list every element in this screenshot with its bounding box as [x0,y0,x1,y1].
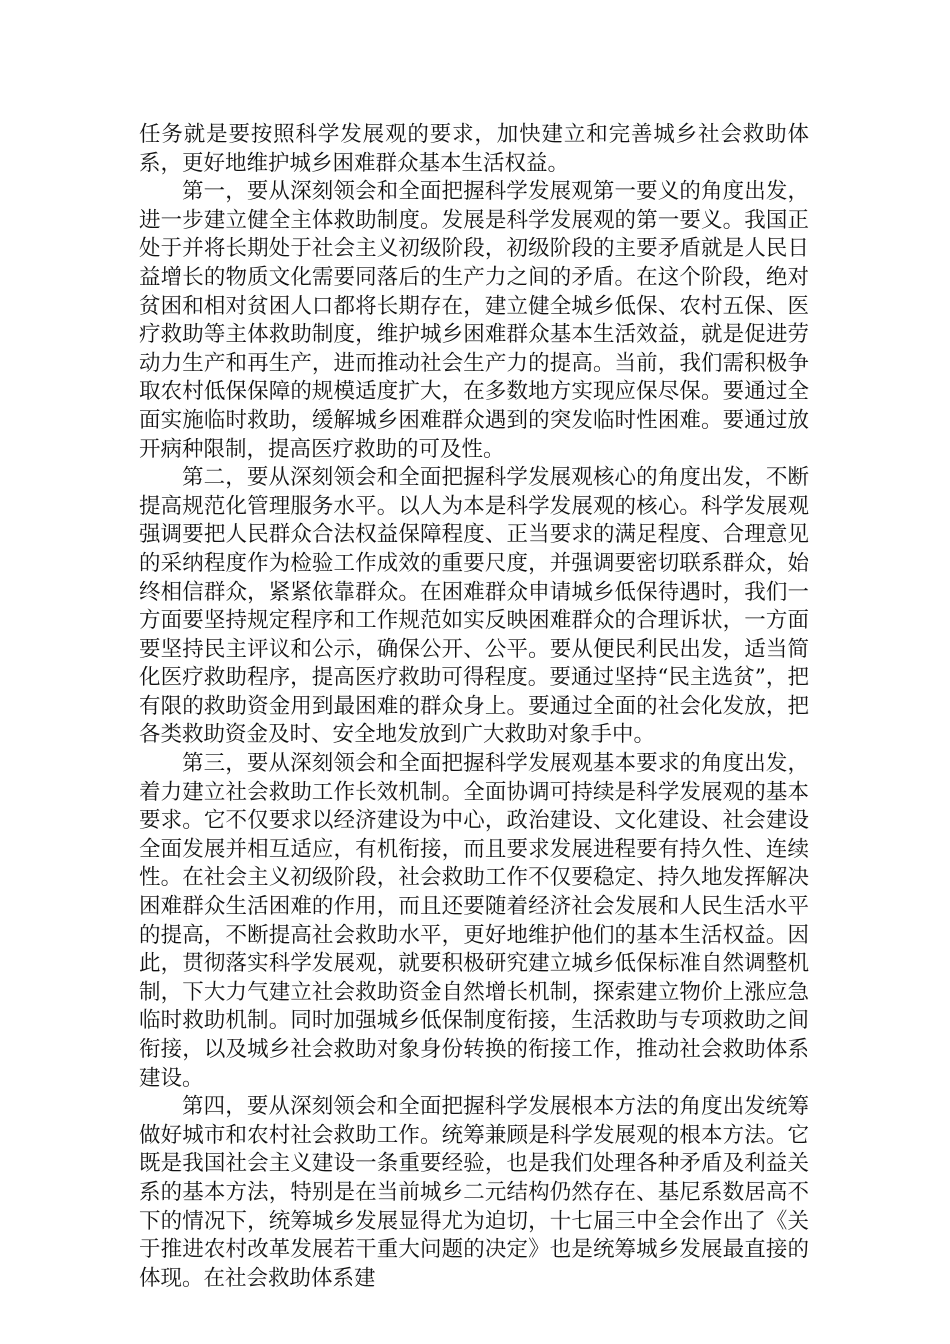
document-page [139,121,809,1293]
paragraph-1: 任务就是要按照科学发展观的要求，加快建立和完善城乡社会救助体系，更好地维护城乡困难群众基本生活权益。 [139,122,809,176]
paragraph-3: 第二，要从深刻领会和全面把握科学发展观核心的角度出发，不断提高规范化管理服务水平。以人为本是科学发展观的核心。科学发展观强调要把人民群众合法权益保障程度、正当要求的满足程度、合理意见的采纳程度作为检验工作成效的重要尺度，并强调要密切联系群众，始终相信群众，紧紧依靠群众。在困难群众申请城乡低保待遇时，我们一方面要坚持规定程序和工作规范如实反映困难群众的合理诉状，一方面要坚持民主评议和公示，确保公开、公平。要从便民利民出发，适当简化医疗救助程序，提高医疗救助可得程度。要通过坚持“民主选贫”，把有限的救助资金用到最困难的群众身上。要通过全面的社会化发放，把各类救助资金及时、安全地发放到广大救助对象手中。 [139,465,809,748]
paragraph-5: 第四，要从深刻领会和全面把握科学发展根本方法的角度出发统筹做好城市和农村社会救助工作。统筹兼顾是科学发展观的根本方法。它既是我国社会主义建设一条重要经验，也是我们处理各种矛盾及利益关系的基本方法，特别是在当前城乡二元结构仍然存在、基尼系数居高不下的情况下，统筹城乡发展显得尤为迫切，十七届三中全会作出了《关于推进农村改革发展若干重大问题的决定》也是统筹城乡发展最直接的体现。在社会救助体系建 [139,1094,809,1291]
paragraph-4: 第三，要从深刻领会和全面把握科学发展观基本要求的角度出发，着力建立社会救助工作长效机制。全面协调可持续是科学发展观的基本要求。它不仅要求以经济建设为中心，政治建设、文化建设、社会建设全面发展并相互适应，有机衔接，而且要求发展进程要有持久性、连续性。在社会主义初级阶段，社会救助工作不仅要稳定、持久地发挥解决困难群众生活困难的作用，而且还要随着经济社会发展和人民生活水平的提高，不断提高社会救助水平，更好地维护他们的基本生活权益。因此，贯彻落实科学发展观，就要积极研究建立城乡低保标准自然调整机制，下大力气建立社会救助资金自然增长机制，探索建立物价上涨应急临时救助机制。同时加强城乡低保制度衔接，生活救助与专项救助之间衔接，以及城乡社会救助对象身份转换的衔接工作，推动社会救助体系建设。 [139,751,809,1091]
paragraph-2: 第一，要从深刻领会和全面把握科学发展观第一要义的角度出发，进一步建立健全主体救助制度。发展是科学发展观的第一要义。我国正处于并将长期处于社会主义初级阶段，初级阶段的主要矛盾就是人民日益增长的物质文化需要同落后的生产力之间的矛盾。在这个阶段，绝对贫困和相对贫困人口都将长期存在，建立健全城乡低保、农村五保、医疗救助等主体救助制度，维护城乡困难群众基本生活效益，就是促进劳动力生产和再生产，进而推动社会生产力的提高。当前，我们需积极争取农村低保保障的规模适度扩大，在多数地方实现应保尽保。要通过全面实施临时救助，缓解城乡困难群众遇到的突发临时性困难。要通过放开病种限制，提高医疗救助的可及性。 [139,179,809,462]
